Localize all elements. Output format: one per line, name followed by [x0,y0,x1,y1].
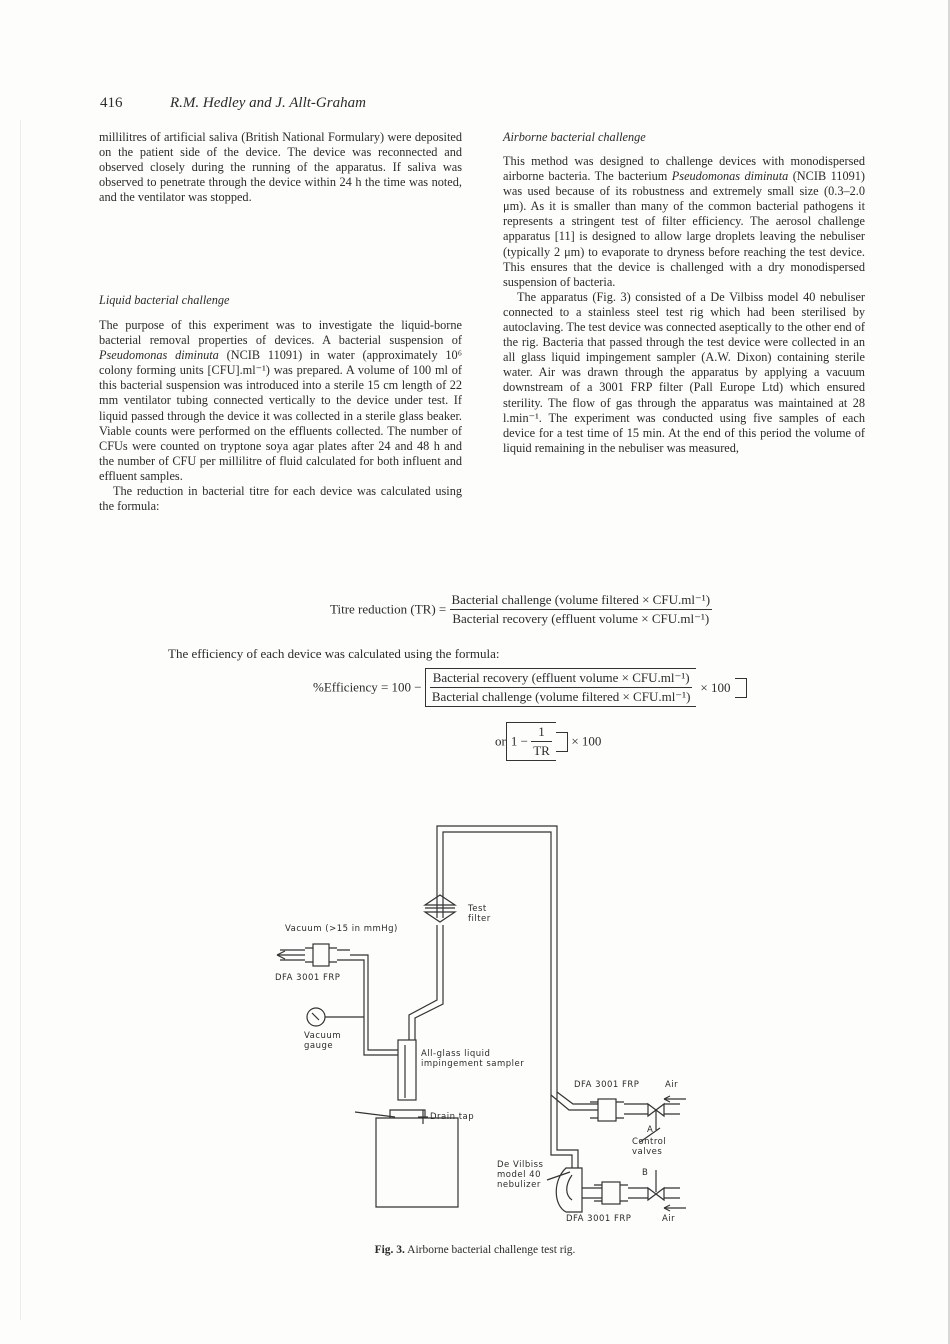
vacuum-line-b [350,955,398,1050]
authors: R.M. Hedley and J. Allt-Graham [170,95,366,111]
caption-text: Airborne bacterial challenge test rig. [404,1244,576,1256]
label-drain-tap: Drain tap [430,1112,475,1122]
rig-pipe-top-outer [437,826,557,1140]
caption-label: Fig. 3. [374,1244,405,1256]
efficiency-alt-formula: or 1 − $\frac{1}{TR}$ × 100 [495,722,601,761]
pipe-to-nebulizer-a [551,1140,572,1168]
page-number: 416 [100,95,123,111]
label-valve-a: A [647,1125,654,1135]
dfa-left-body [313,944,329,966]
rig-pipe-top-inner [443,832,551,1140]
left-para-3: The reduction in bacterial titre for each device was calculated using the formula: [99,484,462,514]
test-filter-lower [425,912,455,922]
dfa-bottom-body [602,1182,620,1204]
label-nebulizer: De Vilbiss model 40 nebulizer [497,1160,544,1190]
right-para-2: The apparatus (Fig. 3) consisted of a De Vilbiss model 40 nebuliser connected to a stainless steel test rig which had been sterilised by autoclaving. The test device was connected aseptically to the other end of the rig. Bacteria that passed through the test device were collected in an all glass liquid impingement sampler (A.W. Dixon) containing sterile water. Air was drawn through the apparatus by applying a vacuum downstream of a 3001 FRP filter (Pall Europe Ltd) which ensured sterility. The flow of gas through the apparatus was maintained at 28 l.min⁻¹. The experiment was conducted using five samples of each device for a test time of 15 min. At the end of this period the volume of liquid remaining in the nebuliser was measured, [503,289,865,455]
drain-line [355,1112,395,1117]
label-dfa-left: DFA 3001 FRP [275,973,341,983]
label-dfa-top-right: DFA 3001 FRP [574,1080,640,1090]
label-sampler: All-glass liquid impingement sampler [421,1049,525,1069]
section-heading-liquid: Liquid bacterial challenge [99,293,230,307]
figure-caption [0,1244,950,1256]
label-valve-b: B [642,1168,649,1178]
section-heading-airborne: Airborne bacterial challenge [503,130,646,144]
pipe-filter-to-sampler-b [415,925,443,1040]
nebulizer-body [556,1168,582,1212]
pipe-filter-to-sampler-a [409,925,437,1040]
label-vacuum-gauge: Vacuum gauge [304,1031,342,1051]
label-dfa-bottom: DFA 3001 FRP [566,1214,632,1224]
efficiency-intro: The efficiency of each device was calculated using the formula: [168,646,500,661]
impinger-tube [398,1040,416,1100]
vacuum-line-a [350,960,398,1055]
dfa-top-right-body [598,1099,616,1121]
left-para-2: The purpose of this experiment was to investigate the liquid-borne bacterial removal properties of devices. A bacterial suspension of Pseudomonas diminuta (NCIB 11091) in water (approximately 10⁶ colony forming units [CFU].ml⁻¹) was prepared. A volume of 100 ml of this bacterial suspension was introduced into a sterile 15 cm length of 22 mm ventilator tubing connected vertically to the device under test. If liquid passed through the device it was collected in a sterile glass beaker. Viable counts were performed on the effluents collected. The number of CFUs were counted on tryptone soya agar plates after 24 and 48 h and the number of CFU per millilitre of fluid calculated for both influent and effluent samples. [99,318,462,483]
titre-reduction-formula: Titre reduction (TR) = $\frac{\text{Bacterial challenge (volume filtered × CFU.ml⁻¹)}}{\text{Bacterial recovery (effluent volume × CFU.ml⁻¹)}}$ [330,592,711,626]
label-air-bottom: Air [662,1214,676,1224]
left-para-1: millilitres of artificial saliva (British National Formulary) were deposited on the patient side of the device. The device was reconnected and observed closely during the running of the apparatus. If saliva was observed to penetrate through the device within 24 h the time was noted, and the ventilator was stopped. [99,130,462,205]
sampler-vessel [376,1118,458,1207]
label-control-valves: Control valves [632,1137,667,1157]
pipe-to-nebulizer-b [557,1140,578,1168]
label-test-filter: Test filter [468,904,491,924]
label-air-top: Air [665,1080,679,1090]
label-vacuum: Vacuum (>15 in mmHg) [285,924,398,934]
test-filter-upper [425,895,455,905]
efficiency-formula: %Efficiency = 100 − $\frac{\text{Bacterial recovery (effluent volume × CFU.ml⁻¹)}}{\text{Bacterial challenge (volume filtered × CFU.ml⁻¹)}}$ × 100 [313,668,747,707]
right-para-1: This method was designed to challenge devices with monodispersed airborne bacteria. The bacterium Pseudomonas diminuta (NCIB 11091) was used because of its robustness and extremely small size (0.3–2.0 μm). As it is smaller than many of the common bacterial pathogens it represents a stringent test of filter efficiency. The aerosol challenge apparatus [11] is designed to allow large droplets leaving the nebuliser (typically 2 μm) to evaporate to dryness before reaching the test device. This ensures that the device is challenged with a dry monodispersed suspension of bacteria. [503,154,866,289]
